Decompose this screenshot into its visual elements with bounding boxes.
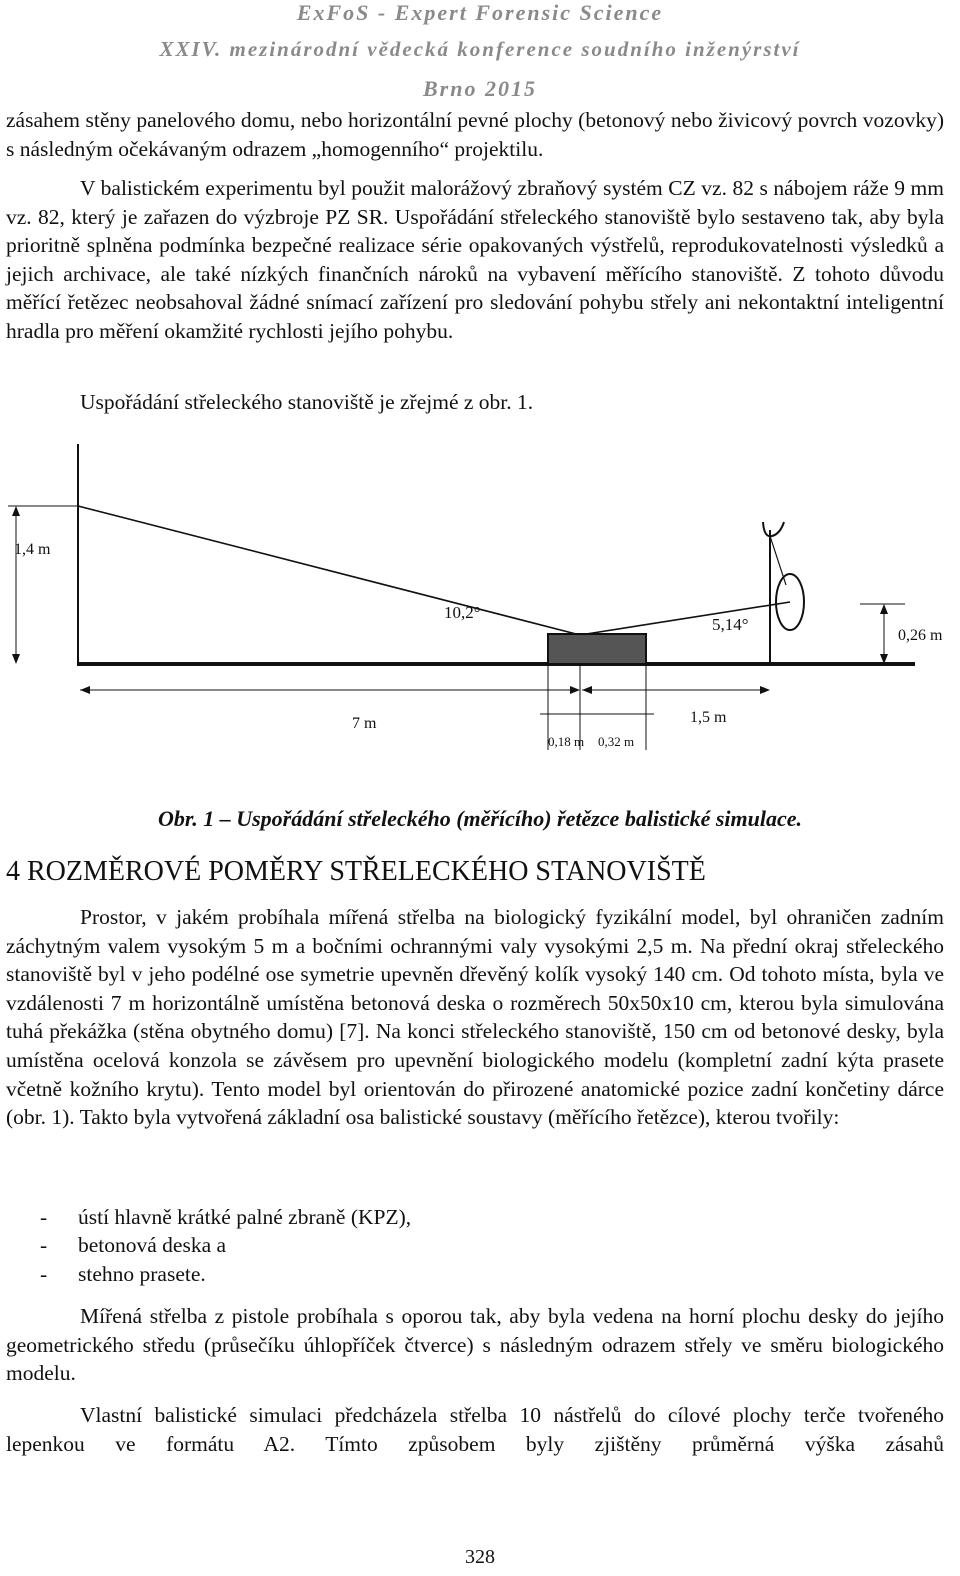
label-7m: 7 m <box>352 715 377 732</box>
bullet-item: - betonová deska a <box>40 1233 227 1257</box>
section-title: 4 ROZMĚROVÉ POMĚRY STŘELECKÉHO STANOVIŠTĚ <box>6 856 706 887</box>
bullet-item: - ústí hlavně krátké palné zbraně (KPZ), <box>40 1205 412 1229</box>
paragraph-5: Mířená střelba z pistole probíhala s oporou tak, aby byla vedena na horní plochu desky do jejího geometrického středu (průsečíku úhlopříček čtverce) s následným odrazem střely ve směru biologického modelu. <box>6 1304 944 1386</box>
paragraph-3: Uspořádání střeleckého stanoviště je zřejmé z obr. 1. <box>80 390 534 414</box>
label-018: 0,18 m <box>548 734 585 749</box>
header-line-1: ExFoS - Expert Forensic Science <box>296 0 664 25</box>
label-1-5m: 1,5 m <box>690 709 727 726</box>
bullet-item: - stehno prasete. <box>40 1262 206 1286</box>
trajectory-in-line <box>78 506 580 635</box>
shooting-range-diagram <box>0 430 960 790</box>
page-number: 328 <box>465 1546 495 1568</box>
trajectory-out-line <box>580 602 790 635</box>
header-line-2: XXIV. mezinárodní vědecká konference soudního inženýrství <box>159 37 801 61</box>
header-line-3: Brno 2015 <box>423 76 537 101</box>
label-032: 0,32 m <box>598 734 635 749</box>
label-right-height: 0,26 m <box>898 627 943 644</box>
label-angle-1: 10,2° <box>444 603 481 622</box>
label-angle-2: 5,14° <box>712 615 749 634</box>
paragraph-2: V balistickém experimentu byl použit malorážový zbraňový systém CZ vz. 82 s nábojem ráže 9 mm vz. 82, který je zařazen do výzbroje PZ SR. Uspořádání střeleckého stanoviště bylo sestaveno tak, aby byla prioritně splněna podmínka bezpečné realizace série opakovaných výstřelů, reprodukovatelnosti výsledků a jejich archivace, ale také nízkých finančních nároků na vybavení měřícího stanoviště. Z tohoto důvodu měřící řetězec neobsahoval žádné snímací zařízení pro sledování pohybu střely ani nekontaktní inteligentní hradla pro měření okamžité rychlosti jejího pohybu. <box>6 176 944 343</box>
hook-icon <box>763 522 784 536</box>
figure-caption: Obr. 1 – Uspořádání střeleckého (měřícího) řetězce balistické simulace. <box>157 806 803 831</box>
label-height: 1,4 m <box>14 541 51 558</box>
paragraph-6: Vlastní balistické simulaci předcházela střelba 10 nástřelů do cílové plochy terče tvořeného lepenkou ve formátu A2. Tímto způsobem byly zjištěny průměrná výška zásahů <box>6 1403 944 1456</box>
concrete-slab <box>548 634 646 664</box>
paragraph-4: Prostor, v jakém probíhala mířená střelba na biologický fyzikální model, byl ohraničen zadním záchytným valem vysokým 5 m a bočními ochrannými valy vysokými 2,5 m. Na přední okraj střeleckého stanoviště byl v jeho podélné ose symetrie upevněn dřevěný kolík vysoký 140 cm. Od tohoto místa, byla ve vzdálenosti 7 m horizontálně umístěna betonová deska o rozměrech 50x50x10 cm, kterou byla simulována tuhá překážka (stěna obytného domu) [7]. Na konci střeleckého stanoviště, 150 cm od betonové desky, byla umístěna ocelová konzola se závěsem pro upevnění biologického modelu (kompletní zadní kýta prasete včetně kožního krytu). Tento model byl orientován do přirozené anatomické pozice zadní končetiny dárce (obr. 1). Takto byla vytvořená základní osa balistické soustavy (měřícího řetězce), kterou tvořily: <box>6 905 944 1130</box>
paragraph-top: zásahem stěny panelového domu, nebo horizontální pevné plochy (betonový nebo živicový povrch vozovky) s následným očekávaným odrazem „homogenního“ projektilu. <box>6 108 944 161</box>
